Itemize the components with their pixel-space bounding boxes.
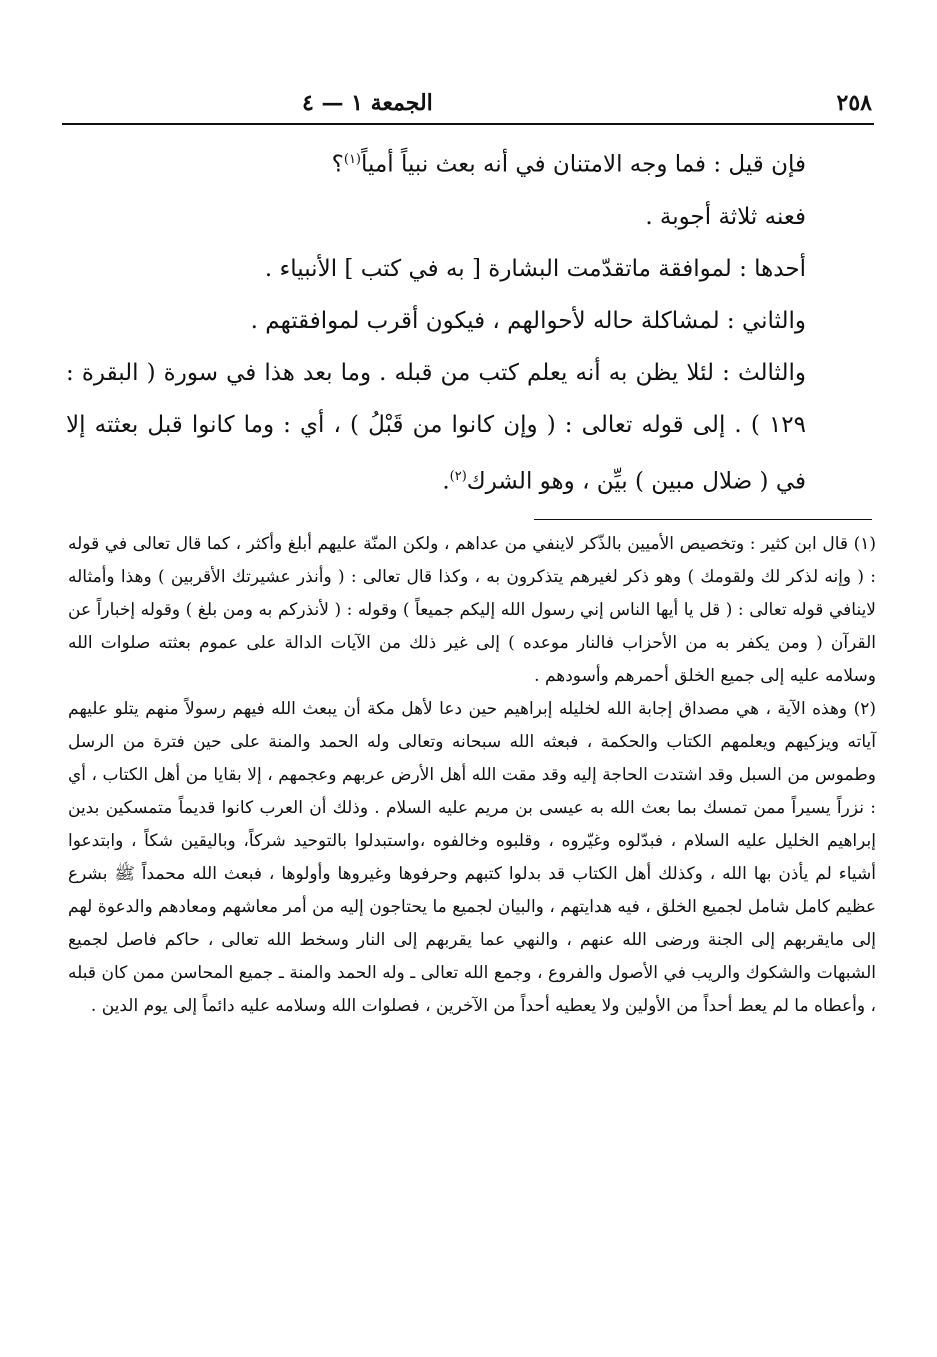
footnote-rule xyxy=(534,519,872,520)
page-number: ٢٥٨ xyxy=(836,90,872,116)
footnotes xyxy=(68,528,876,1023)
page-header xyxy=(62,84,872,122)
main-paragraph-second: والثاني : لمشاكلة حاله لأحوالهم ، فيكون أقرب لموافقتهم . xyxy=(250,307,806,334)
main-text xyxy=(66,134,806,507)
footnote-1: (١) قال ابن كثير : وتخصيص الأميين بالذّكر لاينفي من عداهم ، ولكن المنّة عليهم أبلغ وأكثر ، كما قال تعالى في قوله : ( وإنه لذكر لك ولقومك ) وهو ذكر لغيرهم يتذكرون به ، وكذا قال تعالى : ( وأنذر عشيرتك الأقربين ) وهذا وأمثاله لاينافي قوله تعالى : ( قل يا أيها الناس إني رسول الله إليكم جميعاً ) وقوله : ( لأنذركم به ومن بلغ ) وقوله إخباراً عن القرآن ( ومن يكفر به من الأحزاب فالنار موعده ) إلى غير ذلك من الآيات الدالة على عموم بعثته صلوات الله وسلامه عليه إلى جميع الخلق أحمرهم وأسودهم . xyxy=(68,534,876,686)
main-paragraph-question: فإن قيل : فما وجه الامتنان في أنه بعث نبياً أمياً$^{(١)}$؟ xyxy=(331,151,806,178)
main-paragraph-first: أحدها : لموافقة ماتقدّمت البشارة [ به في كتب ] الأنبياء . xyxy=(264,255,806,282)
footnote-ref-1: (١) xyxy=(343,152,361,167)
running-title: الجمعة ١ — ٤ xyxy=(302,90,433,116)
footnote-2: (٢) وهذه الآية ، هي مصداق إجابة الله لخليله إبراهيم حين دعا لأهل مكة أن يبعث الله فيهم رسولاً منهم يتلو عليهم آياته ويزكيهم ويعلمهم الكتاب والحكمة ، فبعثه الله سبحانه وتعالى وله الحمد والمنة على حين فترة من الرسل وطموس من السبل وقد اشتدت الحاجة إليه وقد مقت الله أهل الأرض عربهم وعجمهم ، إلا بقايا من أهل الكتاب ، أي : نزراً يسيراً ممن تمسك بما بعث الله به عيسى بن مريم عليه السلام . وذلك أن العرب كانوا قديماً متمسكين بدين إبراهيم الخليل عليه السلام ، فبدّلوه وغيّروه ، وقلبوه وخالفوه ،واستبدلوا بالتوحيد شركاً، وباليقين شكاً ، وابتدعوا أشياء لم يأذن بها الله ، وكذلك أهل الكتاب قد بدلوا كتبهم وحرفوها وغيروها وأولوها ، فبعث الله محمداً ﷺ بشرع عظيم كامل شامل لجميع الخلق ، فيه هدايتهم ، والبيان لجميع ما يحتاجون إليه من أمر معاشهم ومعادهم والدعوة لهم إلى مايقربهم إلى الجنة ورضى الله عنهم ، والنهي عما يقربهم إلى النار وسخط الله تعالى ، حاكم فاصل لجميع الشبهات والشكوك والريب في الأصول والفروع ، وجمع الله تعالى ـ وله الحمد والمنة ـ جميع المحاسن ممن كان قبله ، وأعطاه ما لم يعط أحداً من الأولين ولا يعطيه أحداً من الآخرين ، فصلوات الله وسلامه عليه دائماً إلى يوم الدين . xyxy=(68,699,876,1016)
header-rule xyxy=(62,123,874,125)
footnote-ref-2: (٢) xyxy=(449,468,467,484)
main-paragraph-third: والثالث : لئلا يظن به أنه يعلم كتب من قبله . وما بعد هذا في سورة ( البقرة : ١٢٩ ) . إلى قوله تعالى : ( وإن كانوا من قَبْلُ ) ، أي : وما كانوا قبل بعثته إلا في ( ضلال مبين ) بيِّن ، وهو الشرك$^{(٢)}$. xyxy=(66,359,806,495)
main-paragraph-answers-intro: فعنه ثلاثة أجوبة . xyxy=(645,203,806,230)
